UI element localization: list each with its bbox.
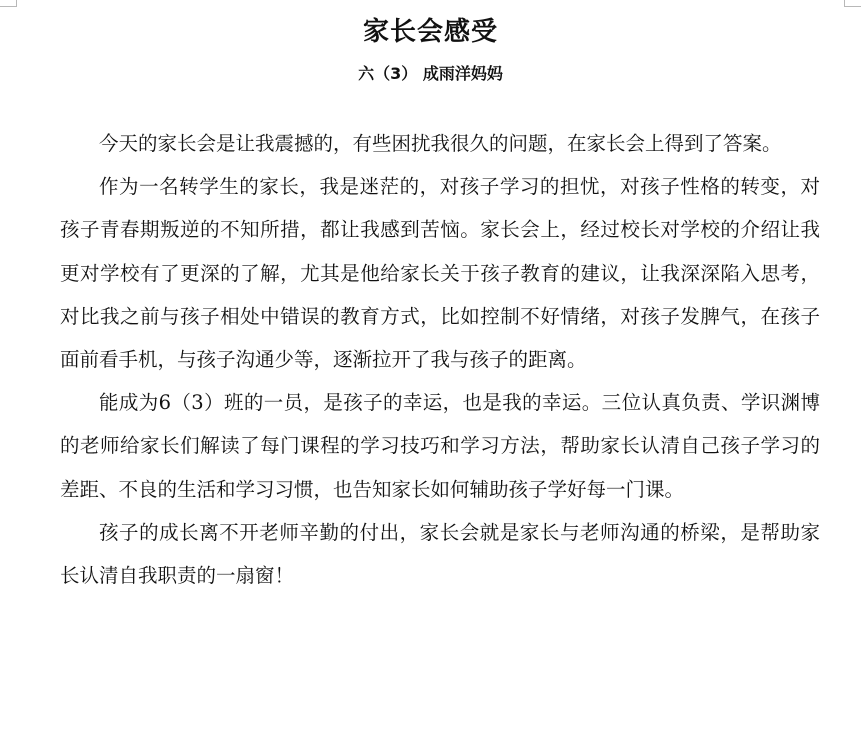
paragraph: 能成为6（3）班的一员，是孩子的幸运，也是我的幸运。三位认真负责、学识渊博的老师给家长们解读了每门课程的学习技巧和学习方法，帮助家长认清自己孩子学习的差距、不良的生活和学习习惯，也告知家长如何辅助孩子学好每一门课。 <box>60 391 820 501</box>
page-corner-mark <box>0 0 17 7</box>
paragraph: 今天的家长会是让我震撼的，有些困扰我很久的问题，在家长会上得到了答案。 <box>99 132 782 155</box>
paragraph: 孩子的成长离不开老师辛勤的付出，家长会就是家长与老师沟通的桥梁，是帮助家长认清自我职责的一扇窗！ <box>60 520 820 588</box>
document-title: 家长会感受 <box>362 17 498 47</box>
document-body <box>60 122 820 597</box>
page-corner-mark <box>844 0 861 7</box>
paragraph: 作为一名转学生的家长，我是迷茫的，对孩子学习的担忧，对孩子性格的转变，对孩子青春期叛逆的不知所措，都让我感到苦恼。家长会上，经过校长对学校的介绍让我更对学校有了更深的了解，尤其是他给家长关于孩子教育的建议，让我深深陷入思考，对比我之前与孩子相处中错误的教育方式，比如控制不好情绪，对孩子发脾气，在孩子面前看手机，与孩子沟通少等，逐渐拉开了我与孩子的距离。 <box>60 175 820 372</box>
document-author: 六（3） 成雨洋妈妈 <box>358 64 503 83</box>
